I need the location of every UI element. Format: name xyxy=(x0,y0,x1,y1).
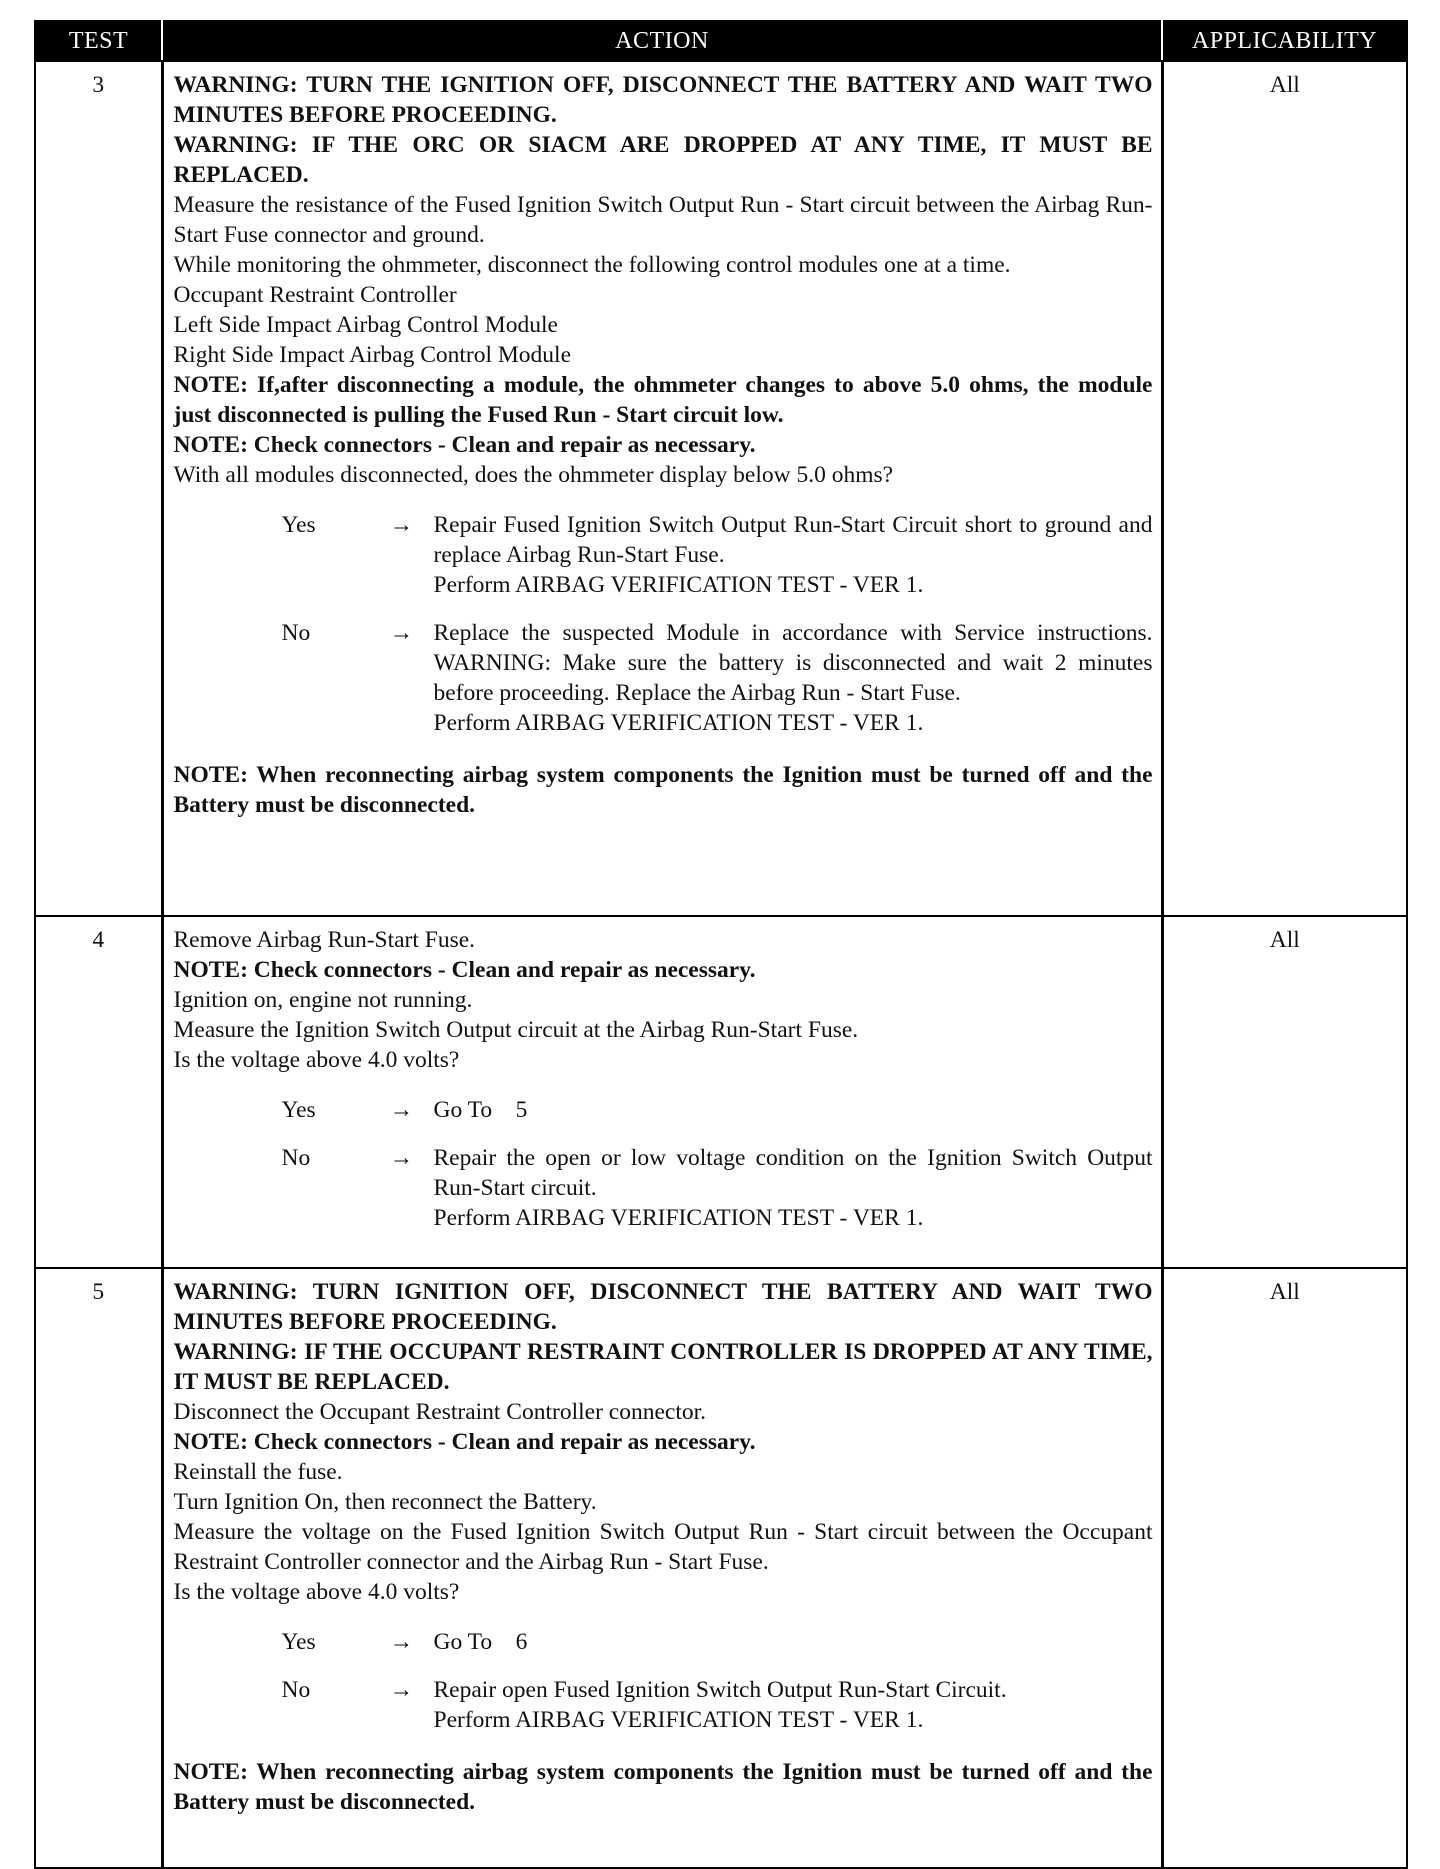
applicability-value: All xyxy=(1162,61,1407,916)
branch-label: No xyxy=(281,620,311,646)
instruction-line: Measure the resistance of the Fused Ignition Switch Output Run - Start circuit between the Airbag Run-Start Fuse connector and ground. xyxy=(173,192,1153,248)
branch-yes xyxy=(174,1627,1153,1657)
right-arrow-icon: → xyxy=(389,1629,413,1655)
instruction-line: Occupant Restraint Controller xyxy=(173,282,457,308)
warning-note-line: NOTE: When reconnecting airbag system components the Ignition must be turned off and the Battery must be disconnected. xyxy=(173,762,1153,818)
branch-label: Yes xyxy=(281,1629,316,1655)
right-arrow-icon: → xyxy=(389,620,413,646)
branch-line: Perform AIRBAG VERIFICATION TEST - VER 1. xyxy=(433,572,924,598)
branch-line: Replace the suspected Module in accordance with Service instructions. WARNING: Make sure the battery is disconnected and wait 2 minutes before proceeding. Replace the Airbag Run - Start Fuse. xyxy=(433,620,1159,706)
test-number: 5 xyxy=(35,1268,162,1868)
branch-yes xyxy=(174,510,1159,600)
branch-no xyxy=(174,618,1159,738)
branch-text xyxy=(433,510,1159,600)
instruction-line: Measure the voltage on the Fused Ignition Switch Output Run - Start circuit between the Occupant Restraint Controller connector and the Airbag Run - Start Fuse. xyxy=(173,1519,1153,1575)
branch-text xyxy=(434,1627,1153,1657)
branch-text xyxy=(434,1095,1153,1125)
warning-note-line: NOTE: Check connectors - Clean and repair as necessary. xyxy=(173,957,756,983)
action-cell xyxy=(162,916,1162,1268)
header-test: TEST xyxy=(35,21,162,61)
branch-label: No xyxy=(281,1677,311,1703)
branch-label: Yes xyxy=(281,512,316,538)
applicability-value: All xyxy=(1162,916,1407,1268)
applicability-value: All xyxy=(1162,1268,1407,1868)
right-arrow-icon: → xyxy=(389,1145,413,1171)
branch-line: Repair Fused Ignition Switch Output Run-Start Circuit short to ground and replace Airbag Run-Start Fuse. xyxy=(433,512,1159,568)
diagnostic-table xyxy=(34,20,1408,1869)
branch-label: No xyxy=(281,1145,311,1171)
test-number: 4 xyxy=(35,916,162,1268)
branch-yes xyxy=(174,1095,1153,1125)
branch-text xyxy=(434,1675,1153,1735)
instruction-line: Left Side Impact Airbag Control Module xyxy=(173,312,558,338)
branch-line: Perform AIRBAG VERIFICATION TEST - VER 1. xyxy=(433,1707,924,1733)
warning-note-line: NOTE: If,after disconnecting a module, the ohmmeter changes to above 5.0 ohms, the module just disconnected is pulling the Fused Run - Start circuit low. xyxy=(173,372,1153,428)
table-row xyxy=(35,61,1407,916)
instruction-line: While monitoring the ohmmeter, disconnect the following control modules one at a time. xyxy=(173,252,1011,278)
branch-text xyxy=(433,618,1159,738)
instruction-line: Is the voltage above 4.0 volts? xyxy=(173,1579,460,1605)
branch-label: Yes xyxy=(281,1097,316,1123)
branch-line: Repair open Fused Ignition Switch Output Run-Start Circuit. xyxy=(433,1677,1007,1703)
instruction-line: Reinstall the fuse. xyxy=(173,1459,343,1485)
instruction-line: Remove Airbag Run-Start Fuse. xyxy=(173,927,476,953)
action-cell xyxy=(162,1268,1162,1868)
instruction-line: Disconnect the Occupant Restraint Controller connector. xyxy=(173,1399,707,1425)
table-header-row xyxy=(35,21,1407,61)
branch-line: Perform AIRBAG VERIFICATION TEST - VER 1. xyxy=(433,1205,924,1231)
header-applicability: APPLICABILITY xyxy=(1162,21,1407,61)
warning-note-line: WARNING: TURN IGNITION OFF, DISCONNECT THE BATTERY AND WAIT TWO MINUTES BEFORE PROCEEDING. xyxy=(173,1279,1153,1335)
branch-text xyxy=(433,1143,1159,1233)
right-arrow-icon: → xyxy=(389,1677,413,1703)
right-arrow-icon: → xyxy=(389,1097,413,1123)
table-body xyxy=(35,61,1407,1868)
instruction-line: Right Side Impact Airbag Control Module xyxy=(173,342,572,368)
warning-note-line: WARNING: IF THE OCCUPANT RESTRAINT CONTROLLER IS DROPPED AT ANY TIME, IT MUST BE REPLACED. xyxy=(173,1339,1153,1395)
branch-line: Repair the open or low voltage condition on the Ignition Switch Output Run-Start circuit. xyxy=(433,1145,1159,1201)
instruction-line: Turn Ignition On, then reconnect the Battery. xyxy=(173,1489,597,1515)
branch-line: Go To 5 xyxy=(433,1097,528,1123)
branch-no xyxy=(174,1675,1153,1735)
warning-note-line: WARNING: TURN THE IGNITION OFF, DISCONNECT THE BATTERY AND WAIT TWO MINUTES BEFORE PROCEEDING. xyxy=(173,72,1153,128)
instruction-line: Measure the Ignition Switch Output circuit at the Airbag Run-Start Fuse. xyxy=(173,1017,859,1043)
branch-line: Perform AIRBAG VERIFICATION TEST - VER 1. xyxy=(433,710,924,736)
warning-note-line: NOTE: Check connectors - Clean and repair as necessary. xyxy=(173,432,756,458)
warning-note-line: WARNING: IF THE ORC OR SIACM ARE DROPPED AT ANY TIME, IT MUST BE REPLACED. xyxy=(173,132,1153,188)
right-arrow-icon: → xyxy=(389,512,413,538)
instruction-line: Ignition on, engine not running. xyxy=(173,987,473,1013)
branch-no xyxy=(174,1143,1159,1233)
test-number: 3 xyxy=(35,61,162,916)
diagnostic-test-sheet xyxy=(34,20,1406,1869)
warning-note-line: NOTE: When reconnecting airbag system components the Ignition must be turned off and the Battery must be disconnected. xyxy=(173,1759,1153,1815)
instruction-line: Is the voltage above 4.0 volts? xyxy=(173,1047,460,1073)
action-cell xyxy=(162,61,1162,916)
instruction-line: With all modules disconnected, does the ohmmeter display below 5.0 ohms? xyxy=(173,462,894,488)
table-row xyxy=(35,916,1407,1268)
branch-line: Go To 6 xyxy=(433,1629,528,1655)
table-row xyxy=(35,1268,1407,1868)
warning-note-line: NOTE: Check connectors - Clean and repair as necessary. xyxy=(173,1429,756,1455)
header-action: ACTION xyxy=(162,21,1162,61)
